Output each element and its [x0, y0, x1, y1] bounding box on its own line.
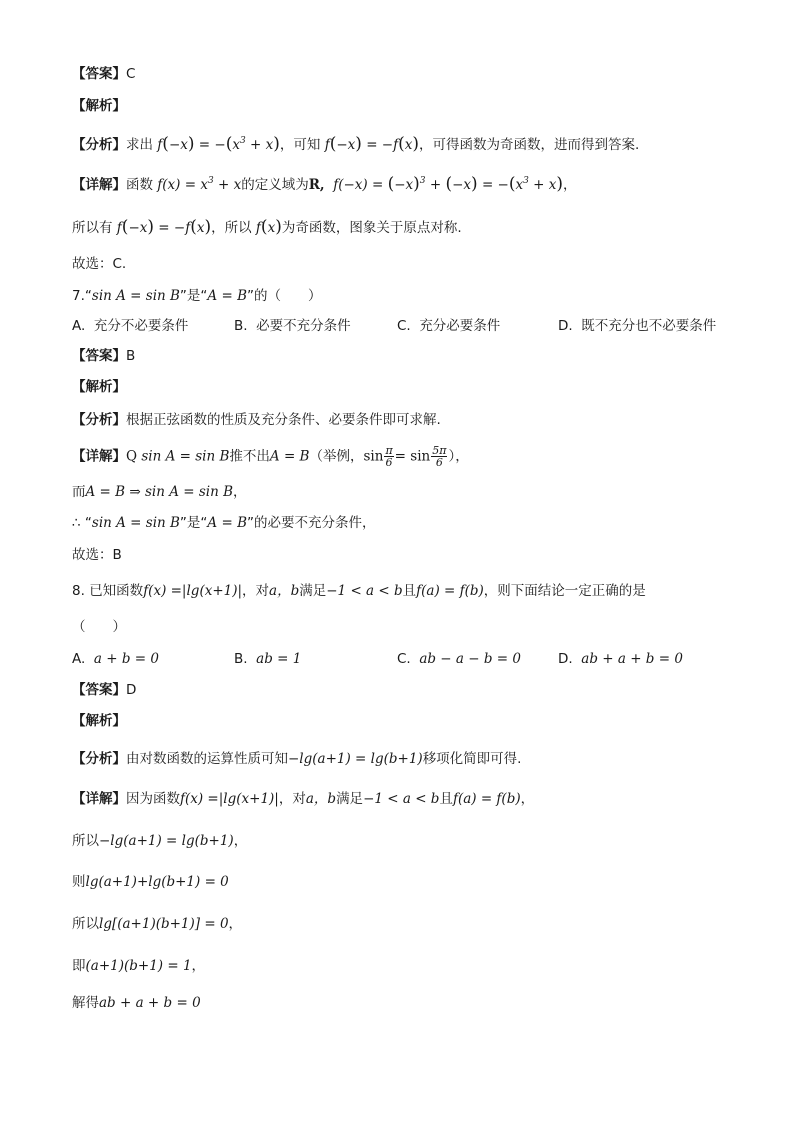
q7-fenxi-line — [72, 410, 441, 430]
math-expr: −1 < a < b — [363, 791, 440, 807]
text: “ — [84, 288, 92, 304]
option-letter: C. — [397, 318, 411, 334]
xiangjie-tag: 【详解】 — [72, 177, 126, 193]
text: ”的必要不充分条件， — [247, 515, 376, 531]
fenxi-tag: 【分析】 — [72, 412, 126, 428]
math-expr: −1 < a < b — [326, 583, 403, 599]
q7-option-d — [558, 316, 716, 336]
q7-answer-line — [72, 346, 135, 366]
math-expr: f(x) =|lg(x+1)| — [180, 791, 279, 807]
answer-value: D — [126, 682, 137, 698]
q6-analysis-line — [72, 96, 126, 116]
option-letter: C. — [397, 651, 411, 667]
text: ，对 — [278, 791, 306, 807]
option-text: 充分必要条件 — [419, 318, 501, 334]
q8-stem-paren: （ ） — [72, 619, 126, 635]
option-text: a + b = 0 — [93, 651, 159, 667]
option-letter: D. — [558, 318, 573, 334]
text: ， — [228, 916, 243, 932]
text: 所以有 — [72, 220, 113, 236]
set-R: R, — [308, 177, 325, 193]
text: 为奇函数，图象关于原点对称. — [281, 220, 462, 236]
text: “ — [84, 515, 92, 531]
option-text: 必要不充分条件 — [256, 318, 351, 334]
math-expr: lg(a+1)+lg(b+1) = 0 — [85, 874, 229, 890]
answer-tag: 【答案】 — [72, 348, 126, 364]
text: 移项化简即可得. — [422, 751, 522, 767]
answer-value: B — [126, 348, 136, 364]
text: ）， — [448, 448, 469, 465]
text: ，则下面结论一定正确的是 — [483, 583, 646, 599]
q8-xiangjie-line — [72, 789, 534, 809]
option-text: ab + a + b = 0 — [581, 651, 683, 667]
numerator: 5π — [432, 444, 447, 457]
option-letter: B. — [234, 651, 248, 667]
math-expr: f(x) =|lg(x+1)| — [143, 583, 243, 599]
analysis-tag: 【解析】 — [72, 98, 126, 114]
option-letter: A. — [72, 318, 86, 334]
text: 根据正弦函数的性质及充分条件、必要条件即可求解. — [126, 412, 441, 428]
q7-option-b — [234, 316, 351, 336]
denominator: 6 — [435, 456, 443, 469]
math-expr: A = B ⇒ sin A = sin B — [85, 484, 233, 500]
text: 且 — [439, 791, 453, 807]
math-expr: (a+1)(b+1) = 1 — [85, 958, 192, 974]
text: ”的（ ） — [247, 288, 322, 304]
math-expr: $f(-x) = (-x)^3 + (-x) = -(x^3 + x)$ — [333, 174, 564, 194]
text: ，可知 — [279, 137, 321, 153]
text: 函数 — [126, 177, 153, 193]
math-expr: f(x) — [255, 217, 282, 237]
sin: sin — [410, 448, 431, 465]
q8-answer-line — [72, 680, 136, 700]
symbol: Q — [126, 448, 138, 465]
q7-analysis-line — [72, 377, 126, 397]
question-number: 8. — [72, 583, 85, 599]
text: 满足 — [299, 583, 327, 599]
q7-line2 — [72, 482, 247, 502]
q7-line3 — [72, 513, 376, 533]
option-letter: D. — [558, 651, 573, 667]
q8-step-1 — [72, 831, 247, 851]
q7-xiangjie-line — [72, 445, 469, 468]
fraction-5pi-over-6 — [431, 445, 447, 468]
option-text: ab − a − b = 0 — [419, 651, 521, 667]
math-expr: a，b — [269, 583, 300, 599]
math-expr: sin A = sin B — [91, 288, 180, 304]
sin: sin — [363, 448, 384, 465]
math-expr: lg[(a+1)(b+1)] = 0 — [99, 916, 229, 932]
option-text: ab = 1 — [256, 651, 302, 667]
q8-fenxi-line — [72, 749, 521, 769]
q7-stem — [72, 286, 322, 306]
math-expr: f(a) = f(b) — [452, 791, 521, 807]
q6-answer-line — [72, 64, 135, 84]
option-letter: B. — [234, 318, 248, 334]
text: 的定义域为 — [241, 177, 309, 193]
q7-option-a — [72, 316, 188, 336]
text: （举例， — [309, 448, 364, 465]
text: ，所以 — [211, 220, 252, 236]
text: ， — [233, 833, 248, 849]
q8-step-4 — [72, 956, 205, 976]
q6-conclusion: 故选：C. — [72, 256, 127, 272]
text: 所以 — [72, 833, 99, 849]
math-expr: A = B — [207, 515, 247, 531]
text: ，可得函数为奇函数，进而得到答案. — [419, 137, 640, 153]
denominator: 6 — [385, 456, 393, 469]
xiangjie-tag: 【详解】 — [72, 448, 126, 465]
answer-tag: 【答案】 — [72, 682, 126, 698]
answer-tag: 【答案】 — [72, 66, 126, 82]
text: 因为函数 — [126, 791, 180, 807]
text: 解得 — [72, 995, 99, 1011]
analysis-tag: 【解析】 — [72, 379, 126, 395]
q8-option-b — [234, 649, 301, 669]
q6-line3 — [72, 217, 462, 238]
q8-step-2 — [72, 872, 229, 892]
option-text: 充分不必要条件 — [93, 318, 189, 334]
fenxi-tag: 【分析】 — [72, 751, 126, 767]
math-expr: A = B — [207, 288, 247, 304]
math-expr: f(−x) = −f(x) — [324, 134, 420, 154]
text: ”是“ — [179, 288, 208, 304]
text: 已知函数 — [89, 583, 144, 599]
math-expr: sin A = sin B — [91, 515, 180, 531]
text: 满足 — [336, 791, 364, 807]
text: ”是“ — [179, 515, 208, 531]
analysis-tag: 【解析】 — [72, 713, 126, 729]
q8-option-d — [558, 649, 683, 669]
text: 所以 — [72, 916, 99, 932]
math-expr: $f(-x) = -(x^3 + x)$ — [157, 134, 280, 154]
text: ， — [191, 958, 206, 974]
text: 即 — [72, 958, 86, 974]
q6-xiangjie-line: 【详解】函数 $f(x) = x^3 + x$的定义域为R, $f(-x) = (-x)^3 + (-x) = -(x^3 + x)$， — [72, 174, 577, 194]
text: 且 — [402, 583, 417, 599]
fenxi-tag: 【分析】 — [72, 137, 126, 153]
text: 则 — [72, 874, 86, 890]
math-expr: ab + a + b = 0 — [99, 995, 201, 1011]
math-expr: A = B — [269, 448, 310, 465]
math-expr: a，b — [305, 791, 337, 807]
question-number: 7. — [72, 288, 85, 304]
math-expr: $f(x) = x^3 + x$ — [157, 176, 242, 193]
q8-step-5 — [72, 993, 201, 1013]
answer-value: C — [126, 66, 136, 82]
equals: = — [394, 448, 406, 465]
text: ， — [233, 484, 247, 500]
therefore-symbol: ∴ — [72, 515, 81, 531]
math-expr: f(−x) = −f(x) — [116, 217, 212, 237]
q8-option-a — [72, 649, 159, 669]
math-expr: −lg(a+1) = lg(b+1) — [288, 751, 423, 767]
q8-stem — [72, 581, 646, 601]
text: 推不出 — [229, 448, 270, 465]
text: 求出 — [126, 137, 153, 153]
math-expr: f(a) = f(b) — [416, 583, 484, 599]
math-expr: sin A = sin B — [141, 448, 230, 465]
q8-analysis-line — [72, 711, 126, 731]
text: ， — [520, 791, 535, 807]
q7-conclusion: 故选：B — [72, 547, 122, 563]
q7-option-c — [397, 316, 500, 336]
text: 而 — [72, 484, 86, 500]
text: ，对 — [242, 583, 270, 599]
q8-step-3 — [72, 914, 242, 934]
option-text: 既不充分也不必要条件 — [581, 318, 717, 334]
option-letter: A. — [72, 651, 86, 667]
q6-fenxi-line — [72, 134, 639, 155]
numerator: π — [385, 444, 393, 457]
math-expr: −lg(a+1) = lg(b+1) — [99, 833, 234, 849]
fraction-pi-over-6 — [384, 445, 393, 468]
text: 由对数函数的运算性质可知 — [126, 751, 288, 767]
xiangjie-tag: 【详解】 — [72, 791, 126, 807]
q8-option-c — [397, 649, 521, 669]
